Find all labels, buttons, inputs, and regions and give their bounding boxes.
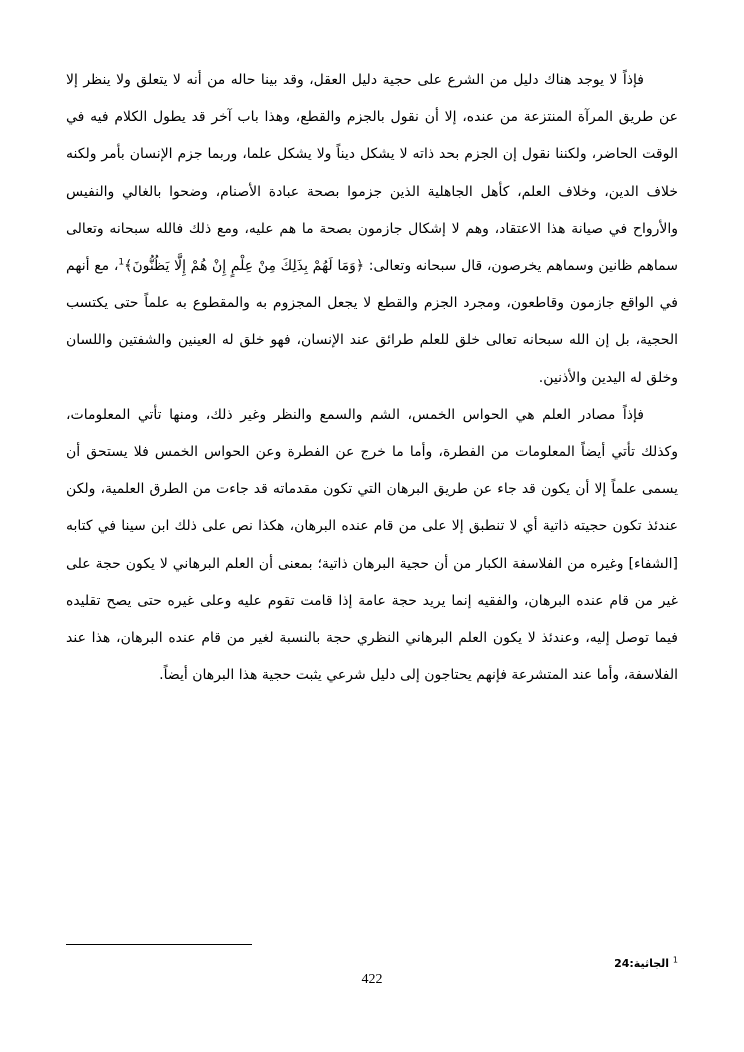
footnote-text: الجاثية:24 <box>614 957 670 970</box>
paragraph-1 <box>66 62 678 397</box>
footnote <box>614 957 678 970</box>
body-text <box>66 62 678 694</box>
paragraph-1-continuation: ، مع أنهم في الواقع جازمون وقاطعون، ومجرد الجزم والقطع لا يجعل المجزوم به والمقطوع به علماً حتى يكتسب الحجية، بل إن الله سبحانه تعالى خلق للعلم طرائق عند الإنسان، فهو خلق له العينين والشفتين واللسان وخلق له اليدين والأذنين. <box>66 258 678 386</box>
paragraph-1-text: فإذاً لا يوجد هناك دليل من الشرع على حجية دليل العقل، وقد بينا حاله من أنه لا يتعلق ولا ينظر إلا عن طريق المرآة المنتزعة من عنده، إلا أن نقول بالجزم والقطع، وهذا باب آخر قد يطول الكلام فيه في الوقت الحاضر، ولكننا نقول إن الجزم بحد ذاته لا يشكل ديناً ولا يشكل علما، وربما جزم الإنسان بأمر ولكنه خلاف الدين، وخلاف العلم، كأهل الجاهلية الذين جزموا بصحة عبادة الأصنام، وضحوا بالغالي والنفيس والأرواح في صيانة هذا الاعتقاد، وهم لا إشكال جازمون بصحة ما هم عليه، ومع ذلك فالله سبحانه وتعالى سماهم ظانين وسماهم يخرصون، قال سبحانه وتعالى: <box>66 72 678 275</box>
footnote-number: 1 <box>672 955 678 965</box>
page-number: 422 <box>361 972 383 987</box>
paragraph-2 <box>66 397 678 695</box>
footnote-reference: 1 <box>118 257 125 268</box>
footnote-separator <box>66 944 252 945</box>
paragraph-2-text: فإذاً مصادر العلم هي الحواس الخمس، الشم والسمع والنظر وغير ذلك، ومنها تأتي المعلومات، وكذلك تأتي أيضاً المعلومات من الفطرة، وأما ما خرج عن الفطرة وعن الحواس الخمس فلا يستحق أن يسمى علماً إلا أن يكون قد جاء عن طريق البرهان التي تكون مقدماته قد جاءت من الطرق العلمية، ولكن عندئذ تكون حجيته ذاتية أي لا تنطبق إلا على من قام عنده البرهان، هكذا نص على ذلك ابن سينا في كتابه [الشفاء] وغيره من الفلاسفة الكبار من أن حجية البرهان ذاتية؛ بمعنى أن العلم البرهاني لا يكون حجة على غير من قام عنده البرهان، والفقيه إنما يريد حجة عامة إذا قامت تقوم عليه وعلى غيره حتى يصح تقليده فيما توصل إليه، وعندئذ لا يكون العلم البرهاني النظري حجة بالنسبة لغير من قام عنده البرهان، هذا عند الفلاسفة، وأما عند المتشرعة فإنهم يحتاجون إلى دليل شرعي يثبت حجية هذا البرهان أيضاً. <box>66 406 678 684</box>
quran-quote: ﴿وَمَا لَهُمْ بِذَلِكَ مِنْ عِلْمٍ إِنْ هُمْ إِلَّا يَظُنُّونَ﴾ <box>124 258 365 275</box>
